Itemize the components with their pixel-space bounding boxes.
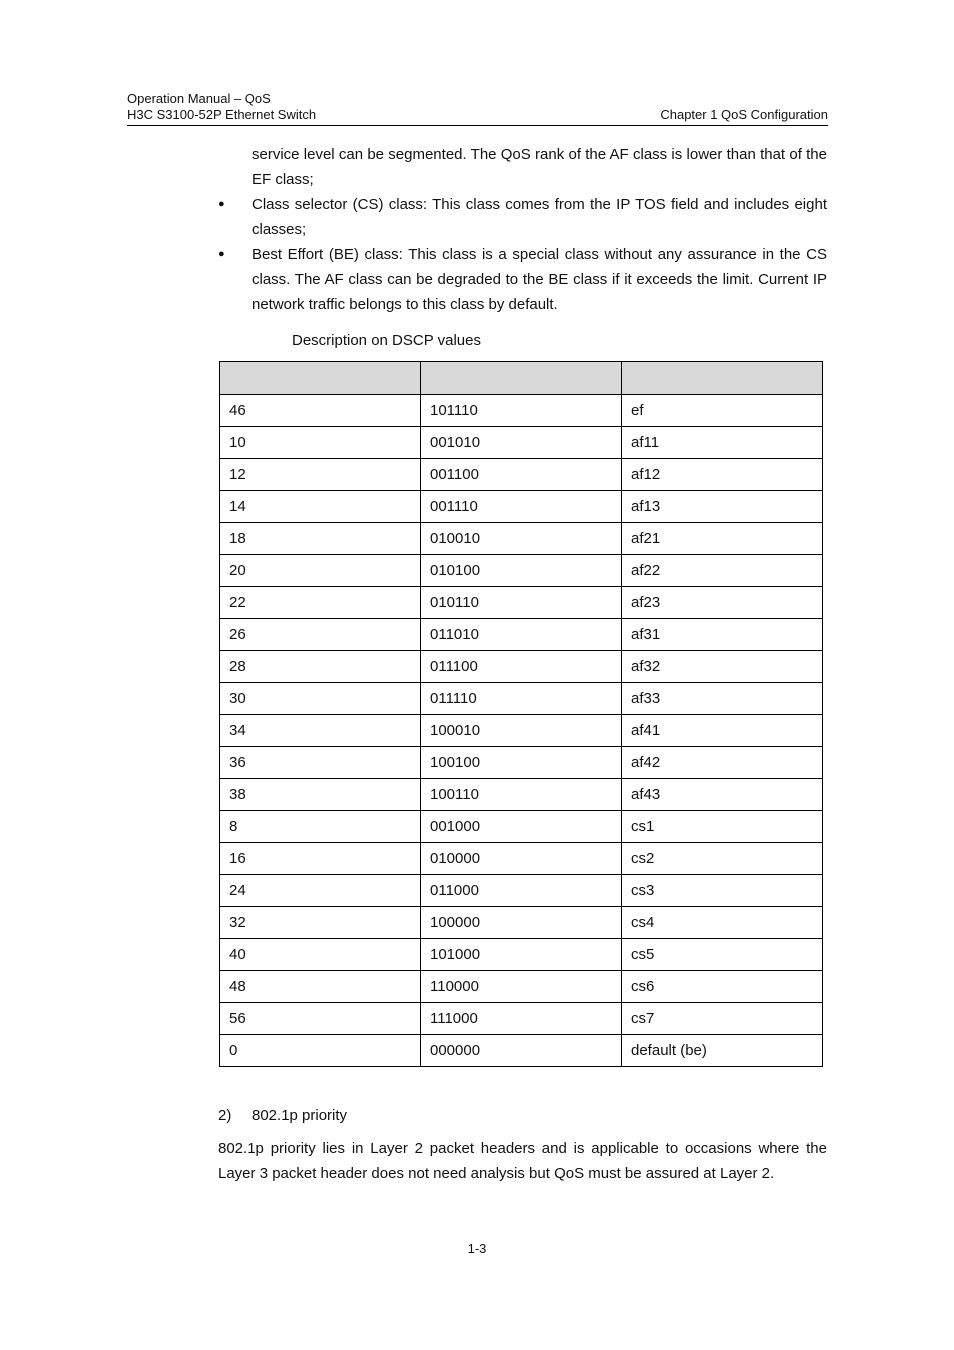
table-cell: 001110 — [421, 491, 622, 523]
table-cell: 28 — [220, 651, 421, 683]
table-cell: 40 — [220, 939, 421, 971]
table-cell: 48 — [220, 971, 421, 1003]
table-cell: cs1 — [622, 811, 823, 843]
table-cell: default (be) — [622, 1035, 823, 1067]
table-row — [220, 555, 823, 587]
table-row — [220, 427, 823, 459]
table-cell: 100110 — [421, 779, 622, 811]
table-cell: 100100 — [421, 747, 622, 779]
table-cell: 011110 — [421, 683, 622, 715]
table-cell: 011010 — [421, 619, 622, 651]
section-paragraph: 802.1p priority lies in Layer 2 packet headers and is applicable to occasions where the Layer 3 packet header does not need analysis but QoS must be assured at Layer 2. — [218, 1140, 827, 1182]
table-row — [220, 683, 823, 715]
table-header-cell — [622, 362, 823, 395]
table-cell: 46 — [220, 395, 421, 427]
bullet-dot-icon: ● — [218, 248, 225, 260]
table-row — [220, 843, 823, 875]
table-cell: 24 — [220, 875, 421, 907]
table-cell: 011000 — [421, 875, 622, 907]
table-cell: 010000 — [421, 843, 622, 875]
table-cell: 0 — [220, 1035, 421, 1067]
table-cell: af11 — [622, 427, 823, 459]
table-cell: cs7 — [622, 1003, 823, 1035]
manual-title: Operation Manual – QoS — [127, 91, 271, 106]
table-row — [220, 491, 823, 523]
table-cell: 30 — [220, 683, 421, 715]
table-cell: af23 — [622, 587, 823, 619]
bullet-item — [218, 192, 827, 242]
table-row — [220, 587, 823, 619]
table-row — [220, 459, 823, 491]
table-cell: af43 — [622, 779, 823, 811]
table-cell: af12 — [622, 459, 823, 491]
table-cell: af42 — [622, 747, 823, 779]
table-cell: cs5 — [622, 939, 823, 971]
bullet-item — [218, 242, 827, 317]
table-row — [220, 811, 823, 843]
table-cell: 000000 — [421, 1035, 622, 1067]
table-cell: af33 — [622, 683, 823, 715]
table-row — [220, 939, 823, 971]
bullet-text: Class selector (CS) class: This class comes from the IP TOS field and includes eight classes; — [252, 196, 827, 238]
table-cell: 010110 — [421, 587, 622, 619]
table-row — [220, 619, 823, 651]
table-cell: 36 — [220, 747, 421, 779]
table-cell: af31 — [622, 619, 823, 651]
table-cell: 32 — [220, 907, 421, 939]
table-header-cell — [421, 362, 622, 395]
table-cell: 110000 — [421, 971, 622, 1003]
table-cell: 20 — [220, 555, 421, 587]
table-cell: 16 — [220, 843, 421, 875]
page-header — [127, 91, 828, 126]
table-header-row — [220, 362, 823, 395]
table-cell: 56 — [220, 1003, 421, 1035]
section-title: 802.1p priority — [252, 1107, 348, 1124]
table-cell: 101000 — [421, 939, 622, 971]
table-cell: 001010 — [421, 427, 622, 459]
table-cell: 010010 — [421, 523, 622, 555]
dscp-table — [219, 361, 823, 1067]
table-cell: 100000 — [421, 907, 622, 939]
table-row — [220, 651, 823, 683]
table-caption: Description on DSCP values — [292, 332, 481, 349]
table-cell: 14 — [220, 491, 421, 523]
table-row — [220, 715, 823, 747]
table-cell: 12 — [220, 459, 421, 491]
table-cell: 26 — [220, 619, 421, 651]
table-cell: 001100 — [421, 459, 622, 491]
table-row — [220, 523, 823, 555]
table-cell: ef — [622, 395, 823, 427]
table-cell: af41 — [622, 715, 823, 747]
table-row — [220, 747, 823, 779]
table-cell: 010100 — [421, 555, 622, 587]
table-body — [220, 395, 823, 1067]
table-cell: af32 — [622, 651, 823, 683]
table-cell: 111000 — [421, 1003, 622, 1035]
bullet-dot-icon: ● — [218, 198, 225, 210]
section-heading — [218, 1107, 347, 1124]
table-row — [220, 779, 823, 811]
table-cell: 001000 — [421, 811, 622, 843]
table-cell: 38 — [220, 779, 421, 811]
table-row — [220, 395, 823, 427]
table-cell: af21 — [622, 523, 823, 555]
table-row — [220, 907, 823, 939]
table-row — [220, 971, 823, 1003]
bullet-text: Best Effort (BE) class: This class is a special class without any assurance in the CS class. The AF class can be degraded to the BE class if it exceeds the limit. Current IP network traffic belongs to this class by default. — [252, 246, 827, 313]
table-row — [220, 875, 823, 907]
continued-paragraph: service level can be segmented. The QoS rank of the AF class is lower than that of the EF class; — [252, 146, 827, 188]
section-number: 2) — [218, 1107, 232, 1124]
table-cell: cs4 — [622, 907, 823, 939]
table-header-cell — [220, 362, 421, 395]
table-cell: 8 — [220, 811, 421, 843]
table-cell: af22 — [622, 555, 823, 587]
chapter-title: Chapter 1 QoS Configuration — [660, 107, 828, 122]
table-cell: af13 — [622, 491, 823, 523]
product-name: H3C S3100-52P Ethernet Switch — [127, 107, 317, 122]
table-cell: cs3 — [622, 875, 823, 907]
table-cell: 18 — [220, 523, 421, 555]
table-cell: 100010 — [421, 715, 622, 747]
table-cell: 22 — [220, 587, 421, 619]
table-row — [220, 1003, 823, 1035]
page-number: 1-3 — [467, 1241, 487, 1256]
table-cell: cs6 — [622, 971, 823, 1003]
table-cell: 10 — [220, 427, 421, 459]
table-cell: 34 — [220, 715, 421, 747]
table-row — [220, 1035, 823, 1067]
table-cell: cs2 — [622, 843, 823, 875]
table-cell: 011100 — [421, 651, 622, 683]
table-cell: 101110 — [421, 395, 622, 427]
